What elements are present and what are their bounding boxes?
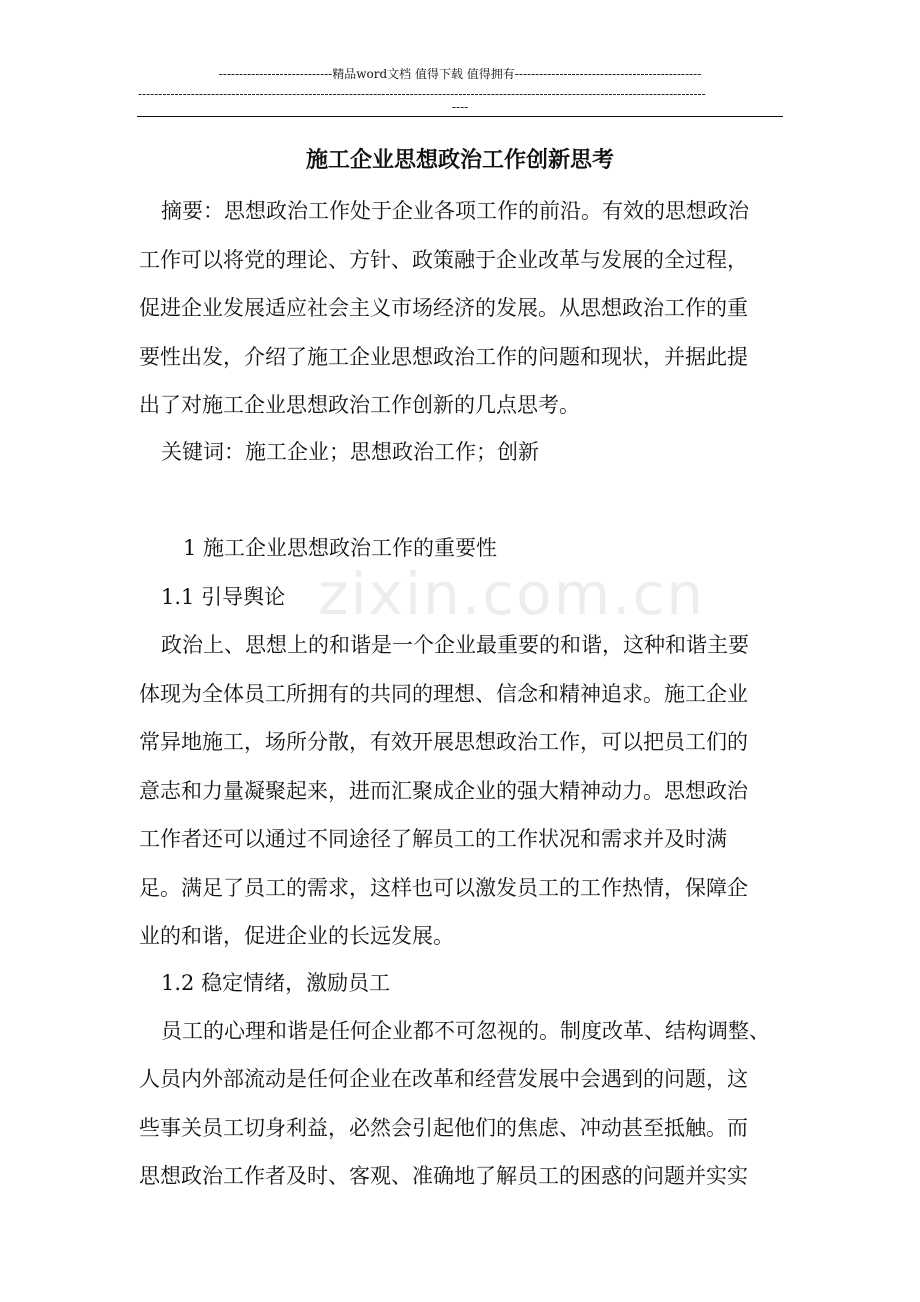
body-line: 足。满足了员工的需求，这样也可以激发员工的工作热情，保障企 (139, 876, 748, 900)
body-line: 员工的心理和谐是任何企业都不可忽视的。制度改革、结构调整、 (161, 1019, 770, 1043)
subsection-heading: 1.1 引导舆论 (161, 585, 286, 609)
body-line: 工作者还可以通过不同途径了解员工的工作状况和需求并及时满 (139, 827, 727, 851)
body-line: 意志和力量凝聚起来，进而汇聚成企业的强大精神动力。思想政治 (139, 779, 748, 803)
abstract-line: 工作可以将党的理论、方针、政策融于企业改革与发展的全过程， (139, 248, 748, 272)
section-heading: 1 施工企业思想政治工作的重要性 (183, 536, 498, 560)
body-line: 政治上、思想上的和谐是一个企业最重要的和谐，这种和谐主要 (161, 633, 749, 657)
watermark: zixin.com.cn (318, 560, 706, 628)
abstract-line: 要性出发，介绍了施工企业思想政治工作的问题和现状，并据此提 (139, 345, 748, 369)
body-line: 业的和谐，促进企业的长远发展。 (139, 924, 454, 948)
keywords-line: 关键词：施工企业；思想政治工作；创新 (161, 440, 539, 464)
body-line: 人员内外部流动是任何企业在改革和经营发展中会遇到的问题，这 (139, 1067, 748, 1091)
body-line: 些事关员工切身利益，必然会引起他们的焦虑、冲动甚至抵触。而 (139, 1116, 748, 1140)
body-line: 体现为全体员工所拥有的共同的理想、信念和精神追求。施工企业 (139, 682, 748, 706)
header-rule (137, 116, 783, 117)
abstract-line: 促进企业发展适应社会主义市场经济的发展。从思想政治工作的重 (139, 296, 748, 320)
body-line: 思想政治工作者及时、客观、准确地了解员工的困惑的问题并实实 (139, 1164, 748, 1188)
abstract-line: 摘要：思想政治工作处于企业各项工作的前沿。有效的思想政治 (161, 199, 749, 223)
header-banner: ----------------------------精品word文档 值得下载 值得拥有---------------------------------------------- (218, 67, 702, 81)
document-title: 施工企业思想政治工作创新思考 (305, 147, 614, 173)
body-line: 常异地施工，场所分散，有效开展思想政治工作，可以把员工们的 (139, 730, 748, 754)
header-dash-line: -------------------------------------------------------------------------------------------------------------------------------------------- (138, 87, 706, 101)
subsection-heading: 1.2 稳定情绪，激励员工 (161, 971, 391, 995)
abstract-line: 出了对施工企业思想政治工作创新的几点思考。 (139, 393, 580, 417)
header-dash-tail: ---- (452, 100, 469, 114)
